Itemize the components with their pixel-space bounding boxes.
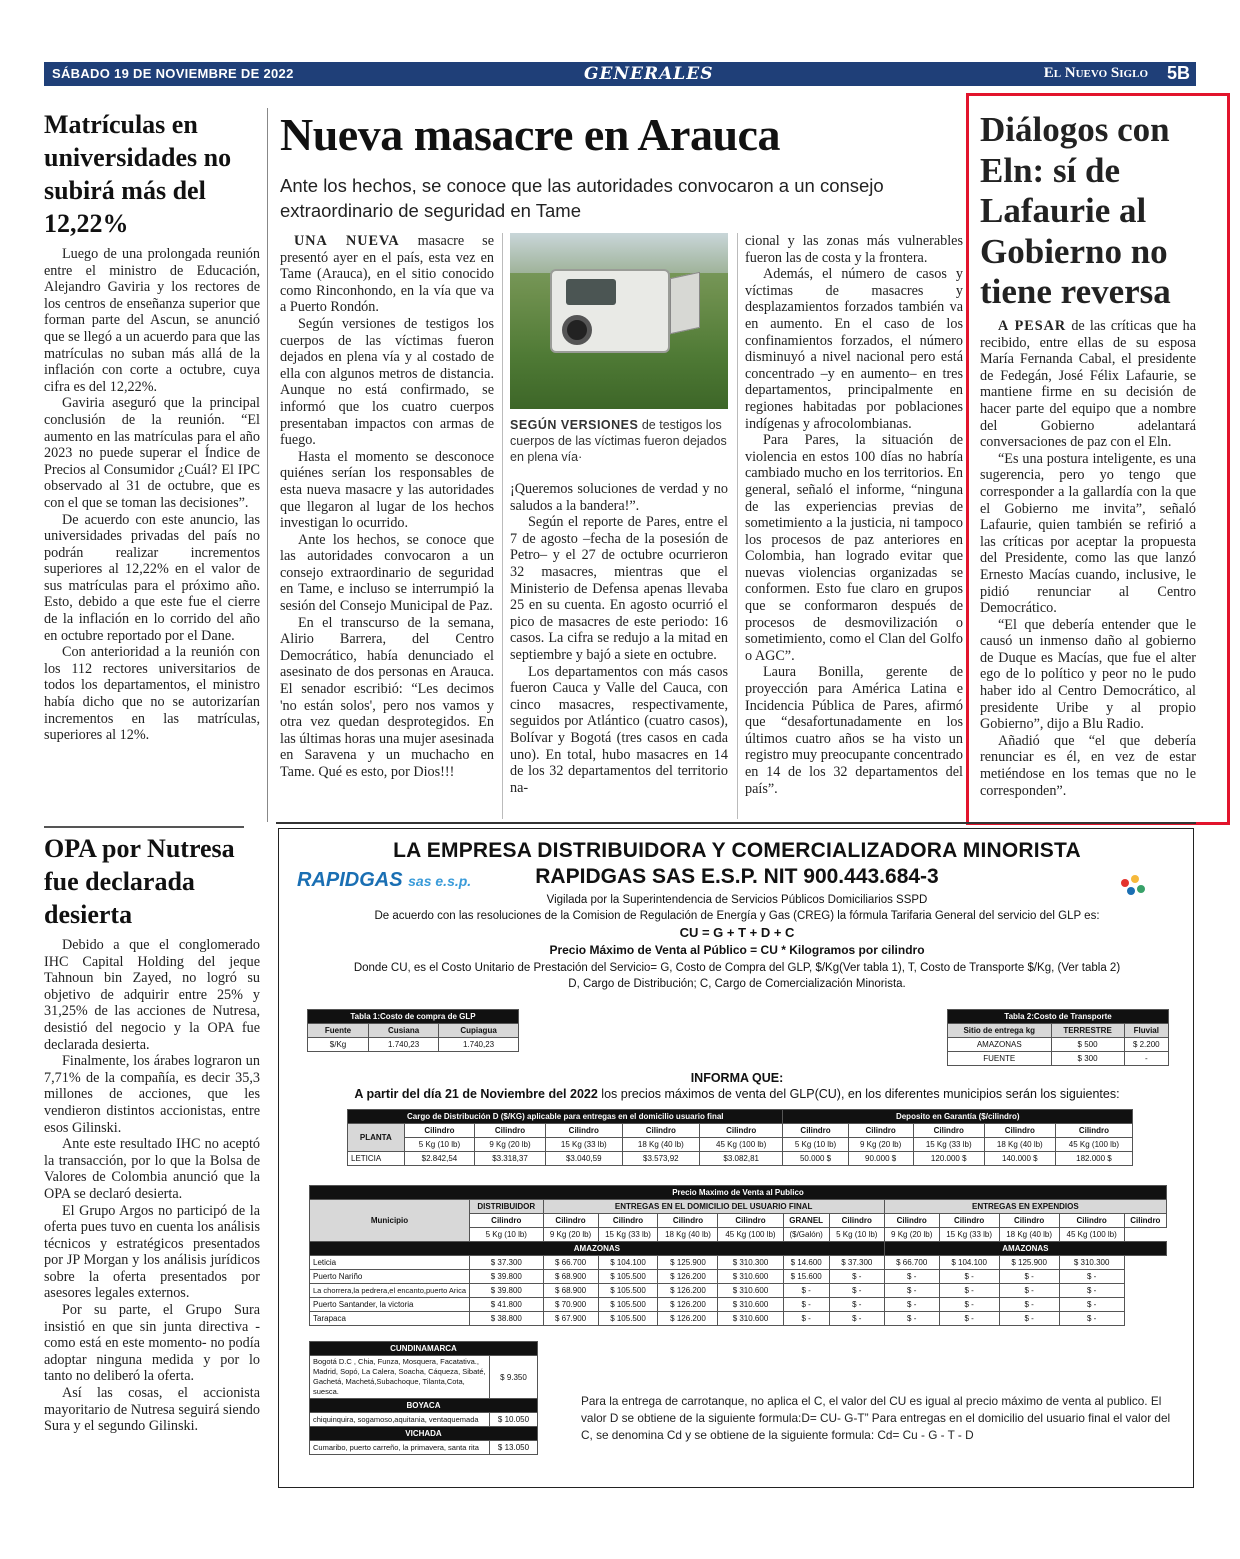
paragraph: ¡Queremos soluciones de verdad y no saludos a la bandera!”. [510, 481, 728, 514]
cell: $ - [884, 1270, 939, 1284]
table-title: Cargo de Distribución D ($/KG) aplicable para entregas en el domicilio usuario final [348, 1110, 783, 1124]
main-article-column-2-text [510, 481, 728, 796]
cell: LETICIA [348, 1152, 405, 1166]
paragraph: Hasta el momento se desconoce quiénes serían los responsables de esta nueva masacre y las autoridades que llegaron al lugar de los hechos investigan lo ocurrido. [280, 448, 494, 532]
cell: $ - [829, 1270, 884, 1284]
main-article-subtitle: Ante los hechos, se conoce que las autoridades convocaron a un consejo extraordinario de seguridad en Tame [280, 175, 884, 221]
region-header: CUNDINAMARCA [310, 1342, 538, 1356]
cell: $2.842,54 [404, 1152, 475, 1166]
cell: 45 Kg (100 lb) [699, 1138, 783, 1152]
cell: $ - [884, 1312, 939, 1326]
cell: $3.573,92 [622, 1152, 699, 1166]
effective-date: A partir del día 21 de Noviembre del 2022 [354, 1087, 598, 1101]
col-header: Cilindro [1059, 1214, 1124, 1228]
paragraph-text: masacre se presentó ayer en el país, esta vez en Tame (Arauca), en el sitio conocido como Rinconhondo, en la vía que va a Puerto Rondón. [280, 233, 495, 316]
col-header: Cilindro [999, 1214, 1059, 1228]
cell: $ - [783, 1298, 829, 1312]
table-regions-granel [309, 1341, 538, 1455]
cell: $ 14.600 [783, 1256, 829, 1270]
tariff-formula: CU = G + T + D + C [679, 925, 795, 940]
caption-text: de testigos los cuerpos de las víctimas fueron dejados en plena vía· [510, 418, 727, 464]
paragraph [980, 318, 1196, 451]
cell: $ 500 [1051, 1038, 1124, 1052]
cell: $ 66.700 [884, 1256, 939, 1270]
cell: 1.740,23 [439, 1038, 519, 1052]
lead-in: UNA NUEVA [294, 233, 400, 249]
col-header: Cilindro [475, 1124, 546, 1138]
cell: $ 39.800 [470, 1270, 544, 1284]
rapidgas-logo [297, 869, 471, 892]
col-header: Cilindro [470, 1214, 544, 1228]
main-article-column-3 [745, 233, 963, 797]
col-header: TERRESTRE [1051, 1024, 1124, 1038]
col-header: Cilindro [939, 1214, 999, 1228]
col-header: Cilindro [1124, 1214, 1166, 1228]
table-purchase-cost [307, 1009, 519, 1052]
cell: $ 126.200 [658, 1312, 718, 1326]
issue-date: SÁBADO 19 DE NOVIEMBRE DE 2022 [52, 66, 294, 81]
cell: $ - [783, 1284, 829, 1298]
cell: $ 15.600 [783, 1270, 829, 1284]
photo-sky [510, 233, 728, 273]
table-row [310, 1270, 1167, 1284]
right-article-title: Diálogos con Eln: sí de Lafaurie al Gobierno no tiene reversa [980, 110, 1171, 311]
col-header: Cilindro [404, 1124, 475, 1138]
col-header: Fluvial [1124, 1024, 1168, 1038]
col-header: Cilindro [984, 1124, 1055, 1138]
cell: $ 300 [1051, 1052, 1124, 1066]
cell: Puerto Nariño [310, 1270, 470, 1284]
cell: $ 105.500 [598, 1270, 658, 1284]
horizontal-rule [276, 822, 1196, 824]
paragraph: Por su parte, el Grupo Sura insistió en que sin junta directiva -como está en este momento- no podía adoptar ninguna medida y por lo tanto no deliberó la oferta. [44, 1302, 260, 1385]
table-title: Precio Maximo de Venta al Publico [310, 1186, 1167, 1200]
cell: 9 Kg (20 lb) [884, 1228, 939, 1242]
cell: $ 68.900 [543, 1270, 598, 1284]
col-header: Cilindro [848, 1124, 913, 1138]
caption-lead: SEGÚN VERSIONES [510, 418, 639, 432]
paragraph: El Grupo Argos no participó de la oferta pues tuvo en cuenta los análisis técnicos y estratégicos presentados por JP Morgan y los análisis jurídicos sobre la oferta presentados por asesores legales externos. [44, 1202, 260, 1302]
cell: 1.740,23 [369, 1038, 439, 1052]
cell: $ 37.300 [470, 1256, 544, 1270]
paragraph-text: de las críticas que ha recibido, entre ellas de su esposa María Fernanda Cabal, el presidente de Fedegán, José Félix Lafaurie, se mantiene firme en su decisión de hacer parte del equipo que a nombre del Gobierno adelantará conversaciones de paz con el Eln. [980, 318, 1196, 451]
left-article-2-title: OPA por Nutresa fue declarada desierta [44, 834, 235, 929]
cell: $ - [939, 1270, 999, 1284]
paragraph: Ante este resultado IHC no aceptó la transacción, por lo que la Bolsa de Valores de Colombia anunció que la OPA se declaró desierta. [44, 1136, 260, 1202]
col-header: Cupiagua [439, 1024, 519, 1038]
effective-date-line [279, 1087, 1195, 1101]
paragraph: Además, el número de casos y víctimas de masacres y desplazamientos forzados también va en aumento. En el caso de los confinamientos forzados, el número disminuyó a nivel nacional pero está concentrado –y en aumento– en tres departamentos, principalmente en regiones habitadas por poblaciones indígenas y afrocolombianas. [745, 266, 963, 432]
cell: $3.318,37 [475, 1152, 546, 1166]
cell: $ - [1059, 1298, 1124, 1312]
cell: 5 Kg (10 lb) [404, 1138, 475, 1152]
cell: Leticia [310, 1256, 470, 1270]
left-article-2-body [44, 937, 260, 1435]
carrotanque-note: Para la entrega de carrotanque, no aplica el C, el valor del CU es igual al precio máximo de venta al publico. El valor D se obtiene de la siguiente formula:D= CU- G-T” Para entregas en el domicilio del usuario final el valor del C, se denomina Cd y se obtiene de la siguiente formula: Cd= Cu - G - T - D [581, 1394, 1171, 1442]
cell: $ 125.900 [999, 1256, 1059, 1270]
photo-caption [510, 417, 728, 465]
page-number: 5B [1166, 63, 1190, 83]
vertical-rule [267, 108, 268, 822]
table-distribution-charge [347, 1109, 1133, 1166]
paragraph: Gaviria aseguró que la principal conclusión de la reunión. “El aumento en las matrículas para el año 2023 no puede superar el Índice de Precios al Consumidor ¿Cuál? El IPC observado al 31 de octubre, que es con el que se toman las decisiones”. [44, 395, 260, 511]
cell: 45 Kg (100 lb) [1059, 1228, 1124, 1242]
cell: 182.000 $ [1055, 1152, 1132, 1166]
cell: $ 105.500 [598, 1284, 658, 1298]
col-header: PLANTA [348, 1124, 405, 1152]
cell: 140.000 $ [984, 1152, 1055, 1166]
region-header: AMAZONAS [310, 1242, 885, 1256]
cell: $ 126.200 [658, 1270, 718, 1284]
definitions-line-2: D, Cargo de Distribución; C, Cargo de Comercialización Minorista. [568, 978, 906, 990]
page-header-bar [44, 62, 1196, 86]
photo-vehicle-window [566, 279, 616, 305]
cell: $ 2.200 [1124, 1038, 1168, 1052]
cell: $ 39.800 [470, 1284, 544, 1298]
paragraph: “Es una postura inteligente, es una sugerencia, pero yo tengo que corresponder a la gallardía con la que el Gobierno me invita”, señaló Lafaurie, quien también se refirió a las críticas por aceptar la propuesta del Presidente, como las que lanzó Ernesto Macías cuando, inclusive, le pidió renunciar al Centro Democrático. [980, 450, 1196, 617]
photo-open-door [670, 272, 700, 334]
cell: 45 Kg (100 lb) [718, 1228, 783, 1242]
col-header: Cilindro [718, 1214, 783, 1228]
table-title: Deposito en Garantía ($/cilindro) [783, 1110, 1133, 1124]
cell: $ 105.500 [598, 1312, 658, 1326]
region-header: AMAZONAS [884, 1242, 1166, 1256]
table-title: Tabla 2:Costo de Transporte [948, 1010, 1169, 1024]
paragraph: Según versiones de testigos los cuerpos de las víctimas fueron dejados en plena vía y al costado de ella con algunos metros de distancia. Aunque no está confirmado, se informó que los cuatro cuerpos presentaban impactos con armas de fuego. [280, 315, 494, 449]
cell: $ 9.350 [490, 1356, 538, 1399]
table-transport-cost [947, 1009, 1169, 1066]
col-header: Cilindro [598, 1214, 658, 1228]
photo-spare-wheel [562, 315, 592, 345]
paragraph: En el transcurso de la semana, Alirio Barrera, del Centro Democrático, había denunciado el asesinato de dos personas en Arauca. El senador escribió: “Les decimos 'no están solos', pero nos vamos y otra vez quedan desprotegidos. En las últimas horas una mujer asesinada en Saravena y un muchacho en Tame. Qué es esto, por Dios!!! [280, 614, 494, 780]
cell: $ 310.600 [718, 1284, 783, 1298]
definitions-line-1: Donde CU, es el Costo Unitario de Prestación del Servicio= G, Costo de Compra del GLP, $/Kg(Ver tabla 1), T, Costo de Transporte $/Kg, (Ver tabla 2) [353, 962, 1121, 974]
cell: 15 Kg (33 lb) [913, 1138, 984, 1152]
cell: $ 38.800 [470, 1312, 544, 1326]
col-header: ENTREGAS EN EL DOMICILIO DEL USUARIO FINAL [543, 1200, 884, 1214]
cell: $ 126.200 [658, 1298, 718, 1312]
cell: FUENTE [948, 1052, 1052, 1066]
table-title: Tabla 1:Costo de compra de GLP [308, 1010, 519, 1024]
column-rule [737, 233, 738, 819]
main-article-title: Nueva masacre en Arauca [280, 109, 780, 160]
supervision-line: Vigilada por la Superintendencia de Servicios Públicos Domiciliarios SSPD [546, 894, 928, 906]
cell: $ - [884, 1284, 939, 1298]
table-row [310, 1298, 1167, 1312]
col-header: Cilindro [829, 1214, 884, 1228]
cell: 18 Kg (40 lb) [984, 1138, 1055, 1152]
paragraph: Para Pares, la situación de violencia en estos 100 días no habría cambiado mucho en los territorios. En general, señaló el informe, “ninguna de las experiencias previas de sometimiento a la justicia, ni tampoco los procesos de paz anteriores en Colombia, han logrado evitar que nuevas violencias organizadas se conformen. Esto fue claro en grupos que se conformaron después de procesos de desmovilización o sometimiento, como el Clan del Golfo o AGC”. [745, 432, 963, 664]
col-header: Cilindro [545, 1124, 622, 1138]
cell: $ - [999, 1270, 1059, 1284]
col-header: Cilindro [658, 1214, 718, 1228]
cell: 90.000 $ [848, 1152, 913, 1166]
col-header: Cusiana [369, 1024, 439, 1038]
cell: 5 Kg (10 lb) [783, 1138, 848, 1152]
price-formula: Precio Máximo de Venta al Público = CU * Kilogramos por cilindro [549, 943, 925, 957]
cell: $/Kg [308, 1038, 369, 1052]
newspaper-name: El Nuevo Siglo [1043, 65, 1148, 81]
section-name: GENERALES [584, 64, 714, 84]
cell: Puerto Santander, la victoria [310, 1298, 470, 1312]
paragraph: Finalmente, los árabes lograron un 7,71% de la compañía, es decir 35,3 millones de acciones, que les vendieron distintos accionistas, entre esos Gilinski. [44, 1053, 260, 1136]
cell: chiquinquira, sogamoso,aquitania, ventaquemada [310, 1413, 490, 1427]
col-header: Municipio [310, 1200, 470, 1242]
cell: 45 Kg (100 lb) [1055, 1138, 1132, 1152]
col-header: ENTREGAS EN EXPENDIOS [884, 1200, 1166, 1214]
informa-heading: INFORMA QUE: [690, 1071, 784, 1085]
notice-title: LA EMPRESA DISTRIBUIDORA Y COMERCIALIZADORA MINORISTA [393, 839, 1081, 862]
left-article-2 [44, 832, 260, 1435]
col-header: Sitio de entrega kg [948, 1024, 1052, 1038]
cell: $3.040,59 [545, 1152, 622, 1166]
cell: $ 125.900 [658, 1256, 718, 1270]
region-header: VICHADA [310, 1427, 538, 1441]
cell: $ 105.500 [598, 1298, 658, 1312]
creg-line: De acuerdo con las resoluciones de la Comision de Regulación de Energía y Gas (CREG) la fórmula Tarifaria General del servicio del GLP es: [374, 910, 1100, 922]
cell: $ - [829, 1284, 884, 1298]
col-header: Cilindro [783, 1124, 848, 1138]
col-header: Cilindro [913, 1124, 984, 1138]
right-article-body [980, 318, 1196, 799]
paragraph: Así las cosas, el accionista mayoritario de Nutresa seguirá siendo Sura y el segundo Gilinski. [44, 1385, 260, 1435]
news-photo [510, 233, 728, 409]
cell: $ 41.800 [470, 1298, 544, 1312]
cell: $ 310.600 [718, 1312, 783, 1326]
col-header: Cilindro [699, 1124, 783, 1138]
cell: $ 66.700 [543, 1256, 598, 1270]
notice-company: RAPIDGAS SAS E.S.P. NIT 900.443.684-3 [535, 865, 939, 888]
paragraph: De acuerdo con este anuncio, las universidades privadas del país no podrán realizar incrementos superiores al 12,22% en el valor de sus matrículas para el próximo año. Esto, debido a que este fue el cierre de la inflación en lo corrido del año en octubre reportado por el Dane. [44, 511, 260, 644]
cell: 15 Kg (33 lb) [939, 1228, 999, 1242]
table-row [310, 1312, 1167, 1326]
cell: $ 10.050 [490, 1413, 538, 1427]
cell: 18 Kg (40 lb) [658, 1228, 718, 1242]
col-header: GRANEL [783, 1214, 829, 1228]
cell: $ 67.900 [543, 1312, 598, 1326]
cell: $ - [829, 1298, 884, 1312]
cell: La chorrera,la pedrera,el encanto,puerto Arica [310, 1284, 470, 1298]
cell: $ - [884, 1298, 939, 1312]
paragraph: “El que debería entender que le causó un inmenso daño al gobierno de Duque es Macías, que fue el alter ego de lo político y peor no le pudo haber ido al Centro Democrático, al presidente Uribe y al propio Gobierno”, dijo a Blu Radio. [980, 616, 1196, 733]
cell: Tarapaca [310, 1312, 470, 1326]
cell: ($/Galón) [783, 1228, 829, 1242]
paragraph [280, 233, 494, 316]
cell: $ - [829, 1312, 884, 1326]
col-header: Fuente [308, 1024, 369, 1038]
cell: $ - [999, 1284, 1059, 1298]
paragraph: Los departamentos con más casos fueron Cauca y Valle del Cauca, con cinco masacres, respectivamente, seguidos por Atlántico (cuatro casos), Bolívar y Bogotá (tres casos en cada uno). En total, hubo masacres en 14 de los 32 departamentos del territorio na- [510, 663, 728, 796]
paragraph: Luego de una prolongada reunión entre el ministro de Educación, Alejandro Gaviria y los rectores de los centros de enseñanza superior que forman parte del Ascun, se anunció que se llegó a un acuerdo para que las matrículas no suban más allá de la inflación con corte a octubre, cuya cifra es del 12,22%. [44, 246, 260, 395]
logo-dot [1131, 875, 1139, 883]
cell: $ - [783, 1312, 829, 1326]
cell: $ 104.100 [598, 1256, 658, 1270]
cell: $ 13.050 [490, 1441, 538, 1455]
cell: $ - [939, 1298, 999, 1312]
column-rule [502, 233, 503, 819]
cell: $ 70.900 [543, 1298, 598, 1312]
cell: $ - [1059, 1284, 1124, 1298]
cell: $ - [939, 1284, 999, 1298]
cell: 50.000 $ [783, 1152, 848, 1166]
main-article-column-1 [280, 233, 494, 781]
cell: $3.082,81 [699, 1152, 783, 1166]
superservicios-logo [1111, 839, 1151, 899]
left-article-title: Matrículas en universidades no subirá más del 12,22% [44, 110, 232, 238]
logo-text: RAPIDGAS [297, 869, 403, 891]
table-row [310, 1256, 1167, 1270]
logo-dot [1121, 879, 1129, 887]
cell: $ - [1059, 1312, 1124, 1326]
lead-in: A PESAR [998, 318, 1067, 334]
logo-dot [1137, 885, 1145, 893]
paragraph: cional y las zonas más vulnerables fueron las de costa y la frontera. [745, 233, 963, 266]
gas-price-notice [278, 828, 1194, 1488]
cell: 9 Kg (20 lb) [848, 1138, 913, 1152]
left-article-body [44, 246, 260, 744]
col-header: Cilindro [622, 1124, 699, 1138]
cell: 15 Kg (33 lb) [545, 1138, 622, 1152]
cell: $ 310.300 [1059, 1256, 1124, 1270]
effective-date-rest: los precios máximos de venta del GLP(CU), en los diferentes municipios serán los siguientes: [597, 1087, 1120, 1101]
logo-suffix: sas e.s.p. [408, 873, 472, 889]
column-divider [44, 826, 244, 828]
col-header: DISTRIBUIDOR [470, 1200, 544, 1214]
paragraph: Con anterioridad a la reunión con los 112 rectores universitarios de todos los departamentos, el ministro había dicho que no se autorizarían incrementos en las matrículas, superiores al 12%. [44, 644, 260, 744]
cell: Cumaribo, puerto carreño, la primavera, santa rita [310, 1441, 490, 1455]
cell: 9 Kg (20 lb) [543, 1228, 598, 1242]
cell: $ 310.600 [718, 1270, 783, 1284]
cell: 18 Kg (40 lb) [622, 1138, 699, 1152]
main-article-column-2 [510, 233, 728, 796]
cell: $ 310.600 [718, 1298, 783, 1312]
paragraph: Laura Bonilla, gerente de proyección para América Latina e Incidencia Pública de Pares, afirmó que “desafortunadamente en los últimos cuatro años se ha visto un registro muy preocupante concentrado en 14 de los 32 departamentos del país”. [745, 664, 963, 797]
col-header: Cilindro [543, 1214, 598, 1228]
cell: $ 68.900 [543, 1284, 598, 1298]
paragraph: Debido a que el conglomerado IHC Capital Holding del jeque Tahnoun bin Zayed, no logró su objetivo de adquirir entre 25% y 31,25% de las acciones de Nutresa, desistió del negocio y la OPA fue declarada desierta. [44, 937, 260, 1053]
cell: - [1124, 1052, 1168, 1066]
paragraph: Añadió que “el que debería renunciar es él, en vez de estar metiéndose en los temas que no le corresponden”. [980, 732, 1196, 799]
cell: AMAZONAS [948, 1038, 1052, 1052]
cell: $ 37.300 [829, 1256, 884, 1270]
cell: 5 Kg (10 lb) [829, 1228, 884, 1242]
cell: $ 104.100 [939, 1256, 999, 1270]
cell: 15 Kg (33 lb) [598, 1228, 658, 1242]
cell: 5 Kg (10 lb) [470, 1228, 544, 1242]
cell: $ - [999, 1298, 1059, 1312]
paragraph: Según el reporte de Pares, entre el 7 de agosto –fecha de la posesión de Petro– y el 27 de octubre ocurrieron 32 masacres, mientras que el Ministerio de Defensa apenas llevaba 25 en su cuenta. En agosto ocurrió el pico de masacres de este periodo: 16 casos. La cifra se redujo a la mitad en septiembre y bajó a siete en octubre. [510, 514, 728, 663]
cell: $ - [1059, 1270, 1124, 1284]
col-header: Cilindro [884, 1214, 939, 1228]
cell: $ - [939, 1312, 999, 1326]
cell: $ 126.200 [658, 1284, 718, 1298]
table-row [310, 1284, 1167, 1298]
cell: Bogotá D.C , Chia, Funza, Mosquera, Facatativa., Madrid, Sopó, La Calera, Soacha, Cáqueza, Sibaté, Gachetá, Machetá,Subachoque, Tilanta,Cota, suesca. [310, 1356, 490, 1399]
cell: 9 Kg (20 lb) [475, 1138, 546, 1152]
table-max-price [309, 1185, 1167, 1326]
region-header: BOYACA [310, 1399, 538, 1413]
left-article [44, 108, 260, 744]
cell: $ - [999, 1312, 1059, 1326]
col-header: Cilindro [1055, 1124, 1132, 1138]
cell: $ 310.300 [718, 1256, 783, 1270]
paragraph: Ante los hechos, se conoce que las autoridades convocaron a un consejo extraordinario de seguridad en Tame, e incluso se interrumpió la sesión del Consejo Municipal de Paz. [280, 531, 494, 615]
cell: 120.000 $ [913, 1152, 984, 1166]
cell: 18 Kg (40 lb) [999, 1228, 1059, 1242]
